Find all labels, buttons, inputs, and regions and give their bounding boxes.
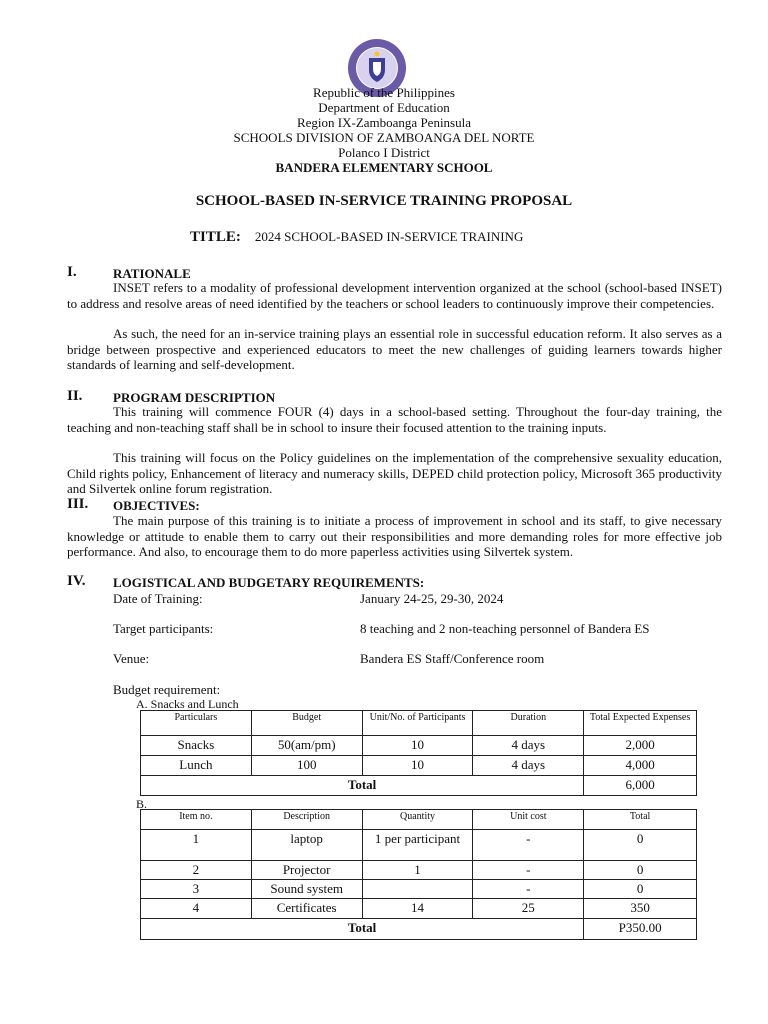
table-row xyxy=(141,736,697,756)
table-a-caption: A. Snacks and Lunch xyxy=(136,697,239,711)
table-cell: 4 days xyxy=(473,736,584,756)
rationale-paragraph-1: INSET refers to a modality of professional development intervention organized at the school (school-based INSET) to address and resolve areas of need identified by the teachers or school leaders to continuously improve their competencies. xyxy=(67,280,722,311)
table-cell: 1 xyxy=(141,830,252,861)
program-paragraph-1: This training will commence FOUR (4) days in a school-based setting. Throughout the four-day training, the teaching and non-teaching staff shall be in school to insure their focused attention to the training inputs. xyxy=(67,404,722,435)
table-b-caption: B. xyxy=(136,797,148,811)
venue-label: Venue: xyxy=(113,651,150,666)
letterhead xyxy=(0,85,768,175)
header-district: Polanco I District xyxy=(338,145,430,160)
budget-label: Budget requirement: xyxy=(113,682,221,697)
table-cell: 10 xyxy=(362,756,473,776)
rationale-paragraph-2: As such, the need for an in-service training plays an essential role in successful education reform. It also serves as a bridge between prospective and experienced educators to meet the new challenges of guiding learners towards higher standards of learning and self-development. xyxy=(67,326,722,372)
table-cell: 50(am/pm) xyxy=(251,736,362,756)
program-paragraph-2: This training will focus on the Policy guidelines on the implementation of the comprehensive sexuality education, Child rights policy, Enhancement of literacy and numeracy skills, DEPED child protection policy, Microsoft 365 productivity and Silvertek online forum registration. xyxy=(67,450,722,496)
participants-label: Target participants: xyxy=(113,621,214,636)
table-cell: 0 xyxy=(584,861,697,880)
header-region: Region IX-Zamboanga Peninsula xyxy=(296,115,471,130)
title-label: TITLE: xyxy=(190,229,241,245)
seal-sun xyxy=(375,52,380,57)
table-b-total-value: P350.00 xyxy=(584,919,697,940)
header-school: BANDERA ELEMENTARY SCHOOL xyxy=(275,160,493,175)
table-cell: - xyxy=(473,861,584,880)
header-republic: Republic of the Philippines xyxy=(313,85,455,100)
table-cell: Sound system xyxy=(251,880,362,899)
table-b-header: Total xyxy=(584,810,697,830)
table-a-header: Unit/No. of Participants xyxy=(362,711,473,736)
table-cell: 0 xyxy=(584,880,697,899)
table-cell: 100 xyxy=(251,756,362,776)
date-label: Date of Training: xyxy=(113,591,203,606)
section-heading-program: PROGRAM DESCRIPTION xyxy=(113,390,276,405)
table-cell: 3 xyxy=(141,880,252,899)
table-cell: Snacks xyxy=(141,736,252,756)
table-row xyxy=(141,861,697,880)
section-number-logistics: IV. xyxy=(67,573,86,589)
table-b-header: Description xyxy=(251,810,362,830)
date-value: January 24-25, 29-30, 2024 xyxy=(360,591,504,606)
table-a-total-label: Total xyxy=(141,776,584,796)
table-cell: laptop xyxy=(251,830,362,861)
section-heading-logistics: LOGISTICAL AND BUDGETARY REQUIREMENTS: xyxy=(113,575,425,590)
table-cell: 4 xyxy=(141,899,252,919)
table-cell: Lunch xyxy=(141,756,252,776)
table-cell xyxy=(362,880,473,899)
table-cell: Projector xyxy=(251,861,362,880)
header-department: Department of Education xyxy=(318,100,450,115)
table-a-header-row xyxy=(141,711,697,736)
table-cell: 4,000 xyxy=(584,756,697,776)
table-b-header: Unit cost xyxy=(473,810,584,830)
table-cell: 2 xyxy=(141,861,252,880)
table-cell: 4 days xyxy=(473,756,584,776)
table-total-row xyxy=(141,919,697,940)
section-number-rationale: I. xyxy=(67,264,77,280)
objectives-paragraph: The main purpose of this training is to initiate a process of improvement in school and its staff, to give necessary knowledge or attitude to enable them to carry out their responsibilities and more demanding roles for more effective job performance. And also, to encourage them to do more paperless activities using Silvertek system. xyxy=(67,513,722,559)
table-row xyxy=(141,756,697,776)
table-cell: 0 xyxy=(584,830,697,861)
participants-value: 8 teaching and 2 non-teaching personnel of Bandera ES xyxy=(360,621,650,636)
table-snacks-lunch xyxy=(140,710,697,796)
table-b-total-label: Total xyxy=(141,919,584,940)
title-value: 2024 SCHOOL-BASED IN-SERVICE TRAINING xyxy=(254,229,524,244)
table-a-header: Budget xyxy=(251,711,362,736)
header-division: SCHOOLS DIVISION OF ZAMBOANGA DEL NORTE xyxy=(233,130,535,145)
table-cell: 1 xyxy=(362,861,473,880)
section-heading-rationale: RATIONALE xyxy=(113,266,191,281)
table-a-header: Total Expected Expenses xyxy=(584,711,697,736)
table-equipment xyxy=(140,809,697,940)
venue-value: Bandera ES Staff/Conference room xyxy=(360,651,545,666)
table-cell: 350 xyxy=(584,899,697,919)
table-row xyxy=(141,830,697,861)
table-cell: 2,000 xyxy=(584,736,697,756)
table-a-header: Duration xyxy=(473,711,584,736)
section-number-objectives: III. xyxy=(67,496,89,512)
table-a-header: Particulars xyxy=(141,711,252,736)
table-cell: 1 per participant xyxy=(362,830,473,861)
table-cell: - xyxy=(473,880,584,899)
document-title: SCHOOL-BASED IN-SERVICE TRAINING PROPOSAL xyxy=(195,193,573,209)
table-cell: - xyxy=(473,830,584,861)
table-cell: 10 xyxy=(362,736,473,756)
table-row xyxy=(141,899,697,919)
table-b-header: Item no. xyxy=(141,810,252,830)
table-cell: 25 xyxy=(473,899,584,919)
section-heading-objectives: OBJECTIVES: xyxy=(113,498,200,513)
section-number-program: II. xyxy=(67,388,83,404)
table-row xyxy=(141,880,697,899)
table-cell: 14 xyxy=(362,899,473,919)
table-b-header: Quantity xyxy=(362,810,473,830)
table-a-total-value: 6,000 xyxy=(584,776,697,796)
training-title xyxy=(190,229,523,246)
table-cell: Certificates xyxy=(251,899,362,919)
table-b-header-row xyxy=(141,810,697,830)
table-total-row xyxy=(141,776,697,796)
